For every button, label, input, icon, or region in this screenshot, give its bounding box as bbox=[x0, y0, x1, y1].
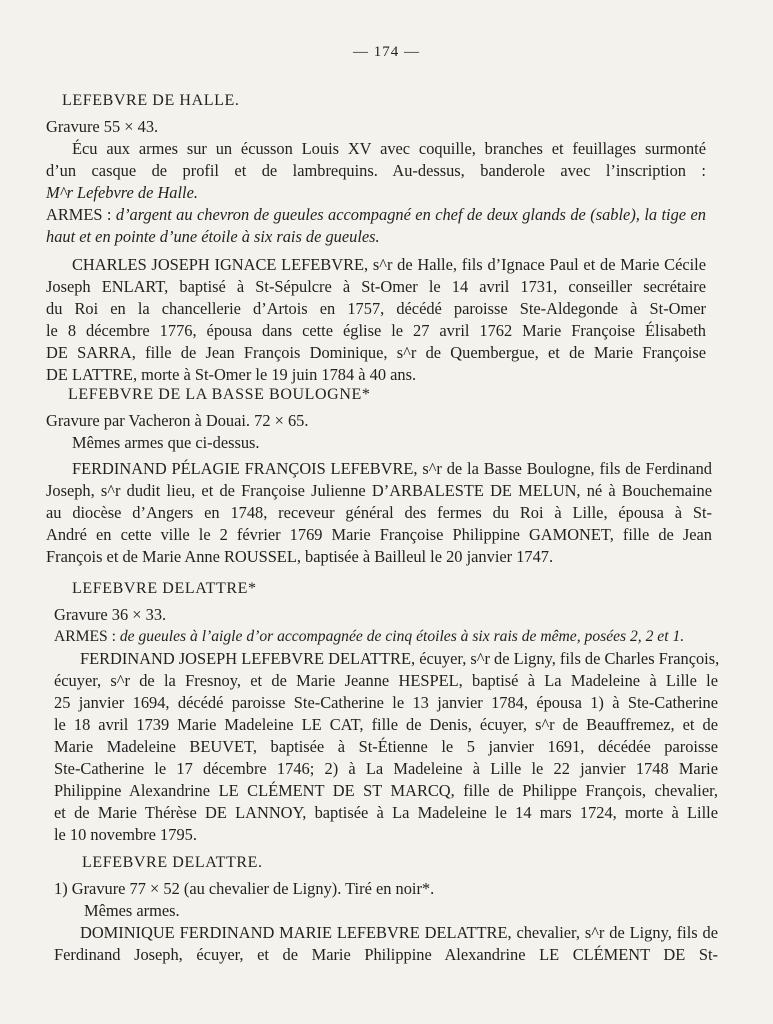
armes-text: haut et en pointe d’une étoile à six rais de gueules. bbox=[46, 227, 380, 246]
section-heading: LEFEBVRE DELATTRE* bbox=[72, 580, 257, 597]
bio-line: Marie Madeleine BEUVET, baptisée à St-Étienne le 5 janvier 1691, décédée paroisse bbox=[54, 737, 718, 756]
section-lefebvre-basse-boulogne bbox=[46, 384, 712, 568]
description-line: Écu aux armes sur un écusson Louis XV avec coquille, branches et feuillages surmonté bbox=[72, 139, 706, 158]
section-lefebvre-de-halle bbox=[46, 90, 706, 386]
bio-line: Joseph, s^r dudit lieu, et de Françoise Julienne D’ARBALESTE DE MELUN, né à Bouchemaine bbox=[46, 481, 712, 500]
bio-line: CHARLES JOSEPH IGNACE LEFEBVRE, s^r de Halle, fils d’Ignace Paul et de Marie Cécile bbox=[72, 255, 706, 274]
armes-label: ARMES : bbox=[54, 628, 116, 645]
inscription: M^r Lefebvre de Halle. bbox=[46, 183, 198, 202]
bio-line: DE LATTRE, morte à St-Omer le 19 juin 1784 à 40 ans. bbox=[46, 365, 417, 384]
gravure-line: 1) Gravure 77 × 52 (au chevalier de Ligny). Tiré en noir*. bbox=[54, 879, 435, 898]
gravure-line: Gravure 36 × 33. bbox=[54, 605, 167, 624]
gravure-line: Gravure par Vacheron à Douai. 72 × 65. bbox=[46, 411, 309, 430]
bio-line: et de Marie Thérèse DE LANNOY, baptisée à La Madeleine le 14 mars 1724, morte à Lille bbox=[54, 803, 718, 822]
same-arms-line: Mêmes armes. bbox=[84, 901, 180, 920]
armes-text: de gueules à l’aigle d’or accompagnée de cinq étoiles à six rais de même, posées 2, 2 et 1. bbox=[119, 628, 685, 645]
bio-line: le 18 avril 1739 Marie Madeleine LE CAT, fille de Denis, écuyer, s^r de Beauffremez, et de bbox=[54, 715, 718, 734]
bio-line: 25 janvier 1694, décédé paroisse Ste-Catherine le 13 janvier 1784, épousa 1) à Ste-Catherine bbox=[54, 693, 718, 712]
section-heading: LEFEBVRE DELATTRE. bbox=[82, 854, 263, 871]
bio-line: François et de Marie Anne ROUSSEL, baptisée à Bailleul le 20 janvier 1747. bbox=[46, 547, 554, 566]
section-heading: LEFEBVRE DE LA BASSE BOULOGNE* bbox=[68, 386, 371, 403]
section-lefebvre-delattre bbox=[54, 578, 718, 846]
bio-line: DE SARRA, fille de Jean François Dominique, s^r de Quembergue, et de Marie Françoise bbox=[46, 343, 706, 362]
bio-line: FERDINAND JOSEPH LEFEBVRE DELATTRE, écuyer, s^r de Ligny, fils de Charles François, bbox=[80, 649, 720, 668]
bio-line: écuyer, s^r de la Fresnoy, et de Marie Jeanne HESPEL, baptisé à La Madeleine à Lille le bbox=[54, 671, 718, 690]
section-heading: LEFEBVRE DE HALLE. bbox=[62, 92, 240, 109]
bio-line: le 10 novembre 1795. bbox=[54, 825, 197, 844]
armes-line bbox=[46, 204, 706, 226]
bio-line: du Roi en la chancellerie d’Artois en 1757, décédé paroisse Ste-Aldegonde à St-Omer bbox=[46, 299, 706, 318]
bio-line: Ste-Catherine le 17 décembre 1746; 2) à La Madeleine à Lille le 22 janvier 1748 Marie bbox=[54, 759, 718, 778]
bio-line: Joseph ENLART, baptisé à St-Sépulcre à St-Omer le 14 avril 1731, conseiller secrétaire bbox=[46, 277, 706, 296]
armes-line bbox=[54, 626, 718, 648]
bio-line: FERDINAND PÉLAGIE FRANÇOIS LEFEBVRE, s^r de la Basse Boulogne, fils de Ferdinand bbox=[72, 459, 712, 478]
same-arms-line: Mêmes armes que ci-dessus. bbox=[72, 433, 260, 452]
armes-text: d’argent au chevron de gueules accompagné en chef de deux glands de (sable), la tige en bbox=[115, 205, 706, 224]
armes-label: ARMES : bbox=[46, 205, 112, 224]
bio-line: le 8 décembre 1776, épousa dans cette église le 27 avril 1762 Marie Françoise Élisabeth bbox=[46, 321, 706, 340]
bio-line: Philippine Alexandrine LE CLÉMENT DE ST MARCQ, fille de Philippe François, chevalier, bbox=[54, 781, 718, 800]
page-number: — 174 — bbox=[353, 44, 420, 60]
bio-line: André en cette ville le 2 février 1769 Marie Françoise Philippine GAMONET, fille de Jean bbox=[46, 525, 712, 544]
section-lefebvre-delattre-2 bbox=[54, 852, 718, 966]
gravure-line: Gravure 55 × 43. bbox=[46, 117, 159, 136]
bio-line: DOMINIQUE FERDINAND MARIE LEFEBVRE DELATTRE, chevalier, s^r de Ligny, fils de bbox=[80, 923, 718, 942]
description-line: d’un casque de profil et de lambrequins. Au-dessus, banderole avec l’inscription : bbox=[46, 161, 706, 180]
bio-line: Ferdinand Joseph, écuyer, et de Marie Philippine Alexandrine LE CLÉMENT DE St- bbox=[54, 945, 718, 964]
bio-line: au diocèse d’Angers en 1748, receveur général des fermes du Roi à Lille, épousa à St- bbox=[46, 503, 712, 522]
